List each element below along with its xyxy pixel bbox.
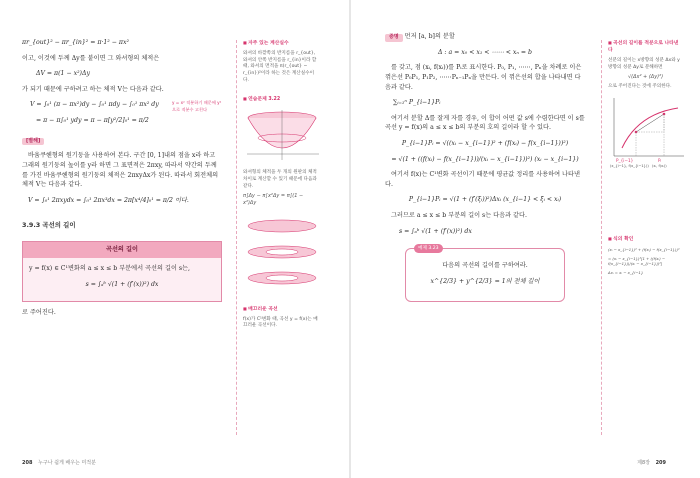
right-sidebar bbox=[601, 40, 683, 435]
point-p1-coords: (xᵢ, f(xᵢ)) bbox=[652, 164, 667, 169]
alt-volume-equation: V = ∫₀¹ 2πxydx = ∫₀¹ 2πx³dx = 2π[x⁴/4]₀¹ = π/2 이다. bbox=[28, 196, 189, 204]
washer-figure bbox=[243, 212, 321, 292]
left-sidebar bbox=[236, 40, 318, 435]
conclusion-text: 그러므로 a ≤ x ≤ b 부분의 길이 s는 다음과 같다. bbox=[391, 212, 527, 220]
volume-text: 가 되기 때문에 구하려고 하는 체적 V는 다음과 같다. bbox=[22, 85, 164, 93]
partition-equation: Δ : a = x₀ < x₁ < ⋯⋯ < xₙ = b bbox=[437, 48, 533, 56]
point-p1-label: Pᵢ bbox=[658, 158, 662, 164]
proof-intro: 먼저 [a, b]의 분할 bbox=[404, 33, 455, 40]
mean-value-text: 여기서 f(x)는 C¹변화 곡선이기 때문에 평균값 정리를 사용하여 나타낸다. bbox=[385, 171, 580, 188]
washer-area-equation: πr_{out}² − πr_{in}² = π·1² − πx² bbox=[22, 39, 129, 46]
left-page-number: 208 bbox=[22, 460, 33, 466]
point-p0-label: P_{i−1} bbox=[616, 158, 634, 164]
side-text-arc: 선분의 길이는 x방향의 성분 Δx와 y방향의 성분 Δy로 분해하면 bbox=[608, 57, 680, 70]
side-head-arc: ■ 곡선의 길이를 적분으로 나타낸다 bbox=[608, 40, 683, 55]
sum-equation: ∑ᵢ₌₁ⁿ P_{i−1}Pᵢ bbox=[393, 99, 441, 107]
example-box bbox=[405, 248, 565, 301]
left-page bbox=[0, 0, 349, 478]
washer-text: 이고, 이것에 두께 Δy를 붙이면 그 와셔형의 체적은 bbox=[22, 54, 160, 62]
alt-solution-tag: [별해] bbox=[22, 138, 44, 146]
definition-text: y = f(x) ∈ C¹변화의 a ≤ x ≤ b 부분에서 곡선의 길이 s는, bbox=[29, 264, 191, 272]
definition-end: 로 주어진다. bbox=[22, 309, 56, 317]
limit-text: 여기서 분할 Δ를 잘게 자를 경우, 이 합이 어떤 값 s에 수렴한다면 이 s를 곡선 y = f(x)의 a ≤ x ≤ b의 부분의 호의 길이라 할 수 있다. bbox=[385, 114, 585, 132]
mean-value-equation: P_{i−1}Pᵢ = √(1 + (f′(ξᵢ))²)Δxᵢ (x_{i−1} < ξᵢ < xᵢ) bbox=[408, 196, 562, 204]
side-text-mistake: 와셔의 바깥쪽의 반지름을 r_{out}, 와셔의 안쪽 반지름을 r_{in}이라 할 때, 와셔의 면적을 π(r_{out} − r_{in})²이라 하는 것은 계산실수이다. bbox=[243, 50, 317, 83]
distance-equation-2: = √(1 + ((f(xᵢ) − f(x_{i−1}))/(xᵢ − x_{i−1}))²) (xᵢ − x_{i−1}) bbox=[391, 155, 579, 163]
integration-annotation: y = x² 적분하기 때문에 y²으로 적분수 고친다 bbox=[172, 100, 222, 112]
left-folio bbox=[22, 459, 96, 466]
side-head-smooth: ■ 매끄러운 곡선 bbox=[243, 306, 318, 314]
section-heading: 3.9.3 곡선의 길이 bbox=[22, 221, 76, 230]
distance-equation-1: P_{i−1}Pᵢ = √((xᵢ − x_{i−1})² + (f(xᵢ) − f(x_{i−1}))²) bbox=[401, 140, 569, 148]
proof-tag: 증명 bbox=[385, 34, 403, 42]
side-equation: π∫Δy − π∫x²Δy = π∫(1 − x²)Δy bbox=[243, 193, 304, 207]
delta-v-equation: ΔV = π(1 − x²)Δy bbox=[36, 70, 90, 78]
volume-equation-2: = π − π∫₀¹ ydy = π − π[y²/2]₀¹ = π/2 bbox=[36, 117, 149, 125]
side-head-exercise: ■ 연습문제 3.22 bbox=[243, 96, 318, 104]
side-eq-arc: √(Δx² + (Δy)²) bbox=[627, 74, 664, 81]
polyline-text: 를 갖고, 점 (xᵢ, f(xᵢ))를 Pᵢ로 표시한다. P₀, P₁, ⋯⋯, Pₙ을 차례로 이은 꺾은선 P₀P₁, P₁P₂, ⋯⋯Pₙ₋₁Pₙ을 만든다. 이 꺾은선의 합을 나타내면 다음과 같다. bbox=[385, 64, 582, 91]
volume-equation-1: V = ∫₀¹ (π − πx²)dy − ∫₀¹ πdy − ∫₀¹ πx² dy bbox=[30, 101, 159, 109]
right-main-column bbox=[385, 32, 585, 302]
side-text-smooth: f(x)가 C¹변화 때, 곡선 y = f(x)는 매끄러운 곡선이다. bbox=[243, 316, 318, 329]
side-figure-text: 와셔형의 체적을 두 개의 원판의 체적 차이로 계산할 수 있기 때문에 다음과 같다. bbox=[243, 170, 317, 189]
check-eq-1: (xᵢ − x_{i−1})² + (f(xᵢ) − f(x_{i−1}))² bbox=[608, 247, 680, 253]
arc-length-result: s = ∫ₐᵇ √(1 + (f′(x))²) dx bbox=[399, 227, 472, 235]
alt-solution-text: 바움쿠헨형의 원기둥을 사용하여 본다. 구간 [0, 1]내의 점을 x라 하고 그래의 원기둥의 높이를 y라 하면 그 표면적은 2πxy, 따라서 약간의 두께를 가진 바움쿠헨형의 원기둥의 체적은 2πxyΔx가 된다. 따라서 회전체의 체적 V는 다음과 같다. bbox=[22, 152, 219, 189]
right-folio bbox=[637, 459, 670, 466]
side-head-mistake: ■ 자주 있는 계산실수 bbox=[243, 40, 318, 48]
example-text: 다음의 곡선의 길이를 구하여라. bbox=[442, 262, 528, 270]
check-eq-2: = (xᵢ − x_{i−1})²[1 + ((f(xᵢ) − f(x_{i−1}))/(xᵢ − x_{i−1}))²] bbox=[608, 255, 666, 267]
example-label: 예제 3.23 bbox=[414, 244, 443, 253]
point-p0-coords: (x_{i−1}, f(x_{i−1})) bbox=[610, 164, 649, 169]
arc-diagram bbox=[608, 94, 688, 164]
definition-box bbox=[22, 241, 222, 302]
side-text-arc-2: 으로 주어진다는 것에 주의한다. bbox=[608, 84, 672, 90]
check-eq-3: Δxᵢ = xᵢ − x_{i−1} bbox=[608, 269, 644, 275]
side-head-check: ■ 식의 확인 bbox=[608, 236, 683, 244]
arc-length-formula: s = ∫ₐᵇ √(1 + (f′(x))²) dx bbox=[85, 280, 159, 288]
example-equation: x^{2/3} + y^{2/3} = 1의 전체 길이 bbox=[430, 277, 540, 285]
right-page bbox=[351, 0, 700, 478]
left-book-title: 누구나 쉽게 배우는 미적분 bbox=[38, 460, 96, 466]
left-main-column bbox=[22, 32, 222, 318]
right-chapter-label: 제8장 bbox=[637, 460, 650, 466]
bowl-figure bbox=[243, 108, 321, 166]
right-page-number: 209 bbox=[655, 460, 666, 466]
arc-figure bbox=[608, 94, 683, 176]
definition-title: 곡선의 길이 bbox=[23, 242, 221, 258]
